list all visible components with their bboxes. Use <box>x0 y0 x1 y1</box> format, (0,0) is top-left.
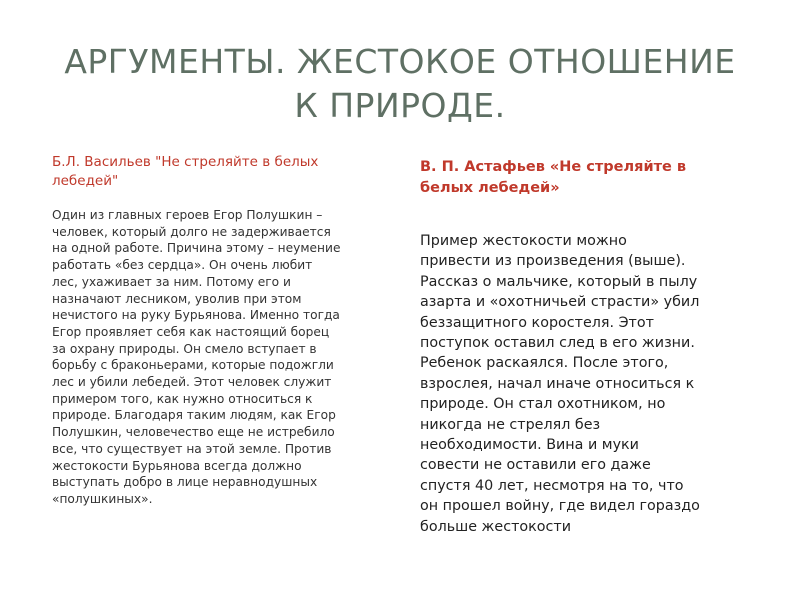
text-line: больше жестокости <box>420 518 572 535</box>
text-line: примером того, как нужно относиться к <box>52 391 313 406</box>
text-line: он прошел войну, где видел гораздо <box>420 498 700 515</box>
text-line: Полушкин, человечество еще не истребило <box>52 425 335 440</box>
text-line: на одной работе. Причина этому – неумение <box>52 241 341 256</box>
text-line: необходимости. Вина и муки <box>420 437 639 454</box>
text-line: Рассказ о мальчике, который в пылу <box>420 273 698 290</box>
text-line: Один из главных героев Егор Полушкин – <box>52 208 323 222</box>
left-heading <box>52 153 392 191</box>
text-line: лес, ухаживает за ним. Потому его и <box>52 274 291 289</box>
text-line: все, что существует на этой земле. Против <box>52 441 332 456</box>
text-line: назначают лесником, уволив при этом <box>52 291 302 306</box>
text-line: жестокости Бурьянова всегда должно <box>52 458 302 473</box>
left-body-text <box>52 207 392 508</box>
text-line: азарта и «охотничьей страсти» убил <box>420 294 700 311</box>
text-line: нечистого на руку Бурьянова. Именно тогда <box>52 308 340 323</box>
text-line: спустя 40 лет, несмотря на то, что <box>420 477 684 494</box>
text-line: природе. Он стал охотником, но <box>420 396 666 413</box>
text-line: «полушкиных». <box>52 491 153 506</box>
text-line: поступок оставил след в его жизни. <box>420 335 695 352</box>
text-line: за охрану природы. Он смело вступает в <box>52 341 317 356</box>
text-line: лес и убили лебедей. Этот человек служит <box>52 375 332 390</box>
text-line: Егор проявляет себя как настоящий борец <box>52 324 330 339</box>
text-line: выступать добро в лице неравнодушных <box>52 475 318 490</box>
text-line: работать «без сердца». Он очень любит <box>52 258 313 273</box>
text-line: беззащитного коростеля. Этот <box>420 314 654 331</box>
text-line: никогда не стрелял без <box>420 416 601 433</box>
right-column <box>420 157 765 537</box>
text-line: Ребенок раскаялся. После этого, <box>420 355 669 372</box>
text-line: борьбу с браконьерами, которые подожгли <box>52 358 334 373</box>
right-heading-line-2: белых лебедей» <box>420 180 560 196</box>
text-line: человек, который долго не задерживается <box>52 224 331 239</box>
text-line: взрослея, начал иначе относиться к <box>420 375 695 392</box>
text-line: привести из произведения (выше). <box>420 253 686 270</box>
right-heading <box>420 157 765 199</box>
text-line: Пример жестокости можно <box>420 233 627 249</box>
left-heading-line-2: лебедей" <box>52 173 119 189</box>
title-line-2: К ПРИРОДЕ. <box>294 86 506 125</box>
left-column <box>52 153 392 508</box>
right-heading-line-1: В. П. Астафьев «Не стреляйте в <box>420 159 687 175</box>
text-line: совести не оставили его даже <box>420 457 651 474</box>
text-line: природе. Благодаря таким людям, как Егор <box>52 408 336 423</box>
right-body-text <box>420 231 765 537</box>
slide-title <box>40 40 760 128</box>
left-heading-line-1: Б.Л. Васильев "Не стреляйте в белых <box>52 154 319 170</box>
title-line-1: АРГУМЕНТЫ. ЖЕСТОКОЕ ОТНОШЕНИЕ <box>64 42 736 81</box>
